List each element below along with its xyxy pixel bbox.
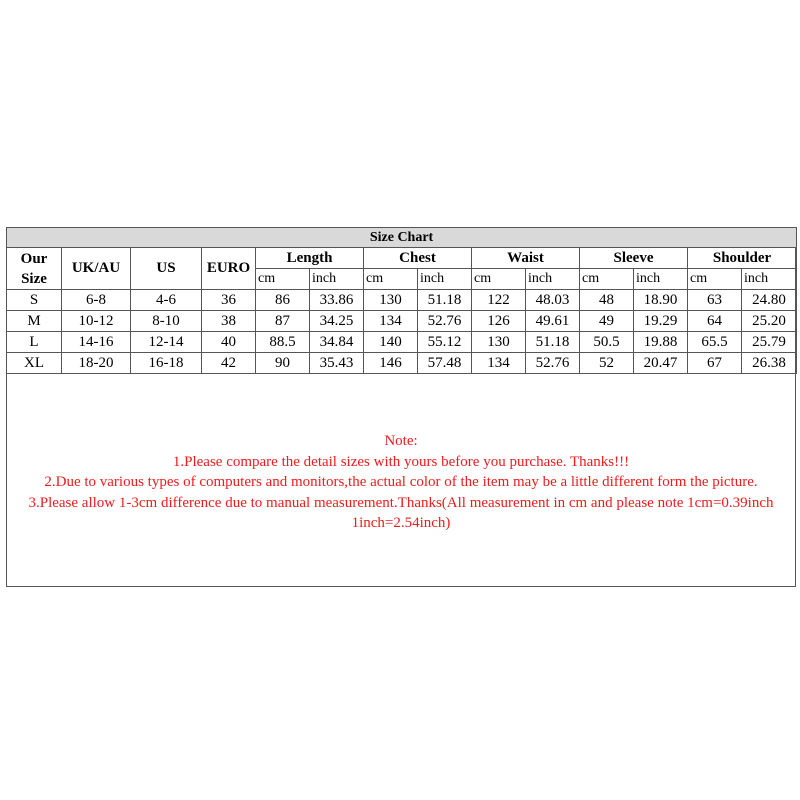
table-title: Size Chart (7, 228, 797, 248)
note-line-1: 1.Please compare the detail sizes with yours before you purchase. Thanks!!! (172, 453, 630, 470)
table-row (7, 311, 797, 332)
table-cell: 49 (580, 311, 634, 332)
note-line-4: 1inch=2.54inch) (351, 515, 451, 531)
table-cell: 134 (364, 311, 418, 332)
table-cell: 51.18 (418, 290, 472, 311)
table-cell: 16-18 (131, 353, 202, 374)
table-cell: L (7, 332, 62, 353)
table-cell: 64 (688, 311, 742, 332)
table-cell: 18.90 (634, 290, 688, 311)
header-shoulder: Shoulder (688, 248, 797, 269)
note-heading: Note: (384, 433, 418, 449)
table-cell: 26.38 (742, 353, 797, 374)
table-cell: 4-6 (131, 290, 202, 311)
table-cell: 24.80 (742, 290, 797, 311)
table-cell: 18-20 (62, 353, 131, 374)
table-cell: 12-14 (131, 332, 202, 353)
header-sleeve: Sleeve (580, 248, 688, 269)
table-cell: 34.84 (310, 332, 364, 353)
table-cell: 19.29 (634, 311, 688, 332)
table-cell: 88.5 (256, 332, 310, 353)
unit-cm: cm (472, 269, 526, 290)
table-cell: XL (7, 353, 62, 374)
table-cell: 126 (472, 311, 526, 332)
table-cell: 48 (580, 290, 634, 311)
header-us: US (131, 248, 202, 290)
title-row (7, 228, 797, 248)
table-cell: 40 (202, 332, 256, 353)
unit-cm: cm (364, 269, 418, 290)
header-euro: EURO (202, 248, 256, 290)
table-cell: 55.12 (418, 332, 472, 353)
unit-cm: cm (580, 269, 634, 290)
table-cell: 38 (202, 311, 256, 332)
header-waist: Waist (472, 248, 580, 269)
table-cell: 52 (580, 353, 634, 374)
table-cell: 52.76 (526, 353, 580, 374)
table-cell: 6-8 (62, 290, 131, 311)
table-cell: 48.03 (526, 290, 580, 311)
unit-inch: inch (310, 269, 364, 290)
table-cell: 146 (364, 353, 418, 374)
table-cell: 57.48 (418, 353, 472, 374)
header-length: Length (256, 248, 364, 269)
table-cell: 134 (472, 353, 526, 374)
table-cell: 10-12 (62, 311, 131, 332)
table-cell: 130 (364, 290, 418, 311)
table-cell: 122 (472, 290, 526, 311)
table-cell: 19.88 (634, 332, 688, 353)
table-cell: 140 (364, 332, 418, 353)
table-cell: 25.79 (742, 332, 797, 353)
unit-cm: cm (688, 269, 742, 290)
table-cell: 52.76 (418, 311, 472, 332)
note-line-3: 3.Please allow 1-3cm difference due to manual measurement.Thanks(All measurement in cm and please note 1cm=0.39inch (28, 494, 774, 511)
size-chart-table (6, 227, 797, 374)
header-our-size-line1: Our (20, 250, 48, 267)
note-line-2: 2.Due to various types of computers and monitors,the actual color of the item may be a little different form the picture. (44, 474, 758, 490)
header-uk-au: UK/AU (62, 248, 131, 290)
header-row (7, 248, 797, 269)
table-cell: 67 (688, 353, 742, 374)
table-cell: 42 (202, 353, 256, 374)
table-cell: 63 (688, 290, 742, 311)
table-cell: 14-16 (62, 332, 131, 353)
table-cell: 50.5 (580, 332, 634, 353)
unit-inch: inch (634, 269, 688, 290)
table-cell: 25.20 (742, 311, 797, 332)
unit-inch: inch (418, 269, 472, 290)
unit-inch: inch (526, 269, 580, 290)
table-cell: 36 (202, 290, 256, 311)
unit-inch: inch (742, 269, 797, 290)
table-cell: 33.86 (310, 290, 364, 311)
table-cell: 34.25 (310, 311, 364, 332)
table-cell: 86 (256, 290, 310, 311)
unit-cm: cm (256, 269, 310, 290)
table-cell: 35.43 (310, 353, 364, 374)
table-cell: 130 (472, 332, 526, 353)
notes-block (6, 431, 796, 534)
table-row (7, 290, 797, 311)
table-cell: 51.18 (526, 332, 580, 353)
table-cell: S (7, 290, 62, 311)
table-cell: 8-10 (131, 311, 202, 332)
table-cell: 65.5 (688, 332, 742, 353)
table-cell: 20.47 (634, 353, 688, 374)
header-our-size (7, 248, 62, 290)
table-cell: 90 (256, 353, 310, 374)
header-chest: Chest (364, 248, 472, 269)
table-row (7, 332, 797, 353)
table-cell: 49.61 (526, 311, 580, 332)
table-cell: M (7, 311, 62, 332)
header-our-size-line2: Size (21, 270, 47, 287)
table-row (7, 353, 797, 374)
table-cell: 87 (256, 311, 310, 332)
